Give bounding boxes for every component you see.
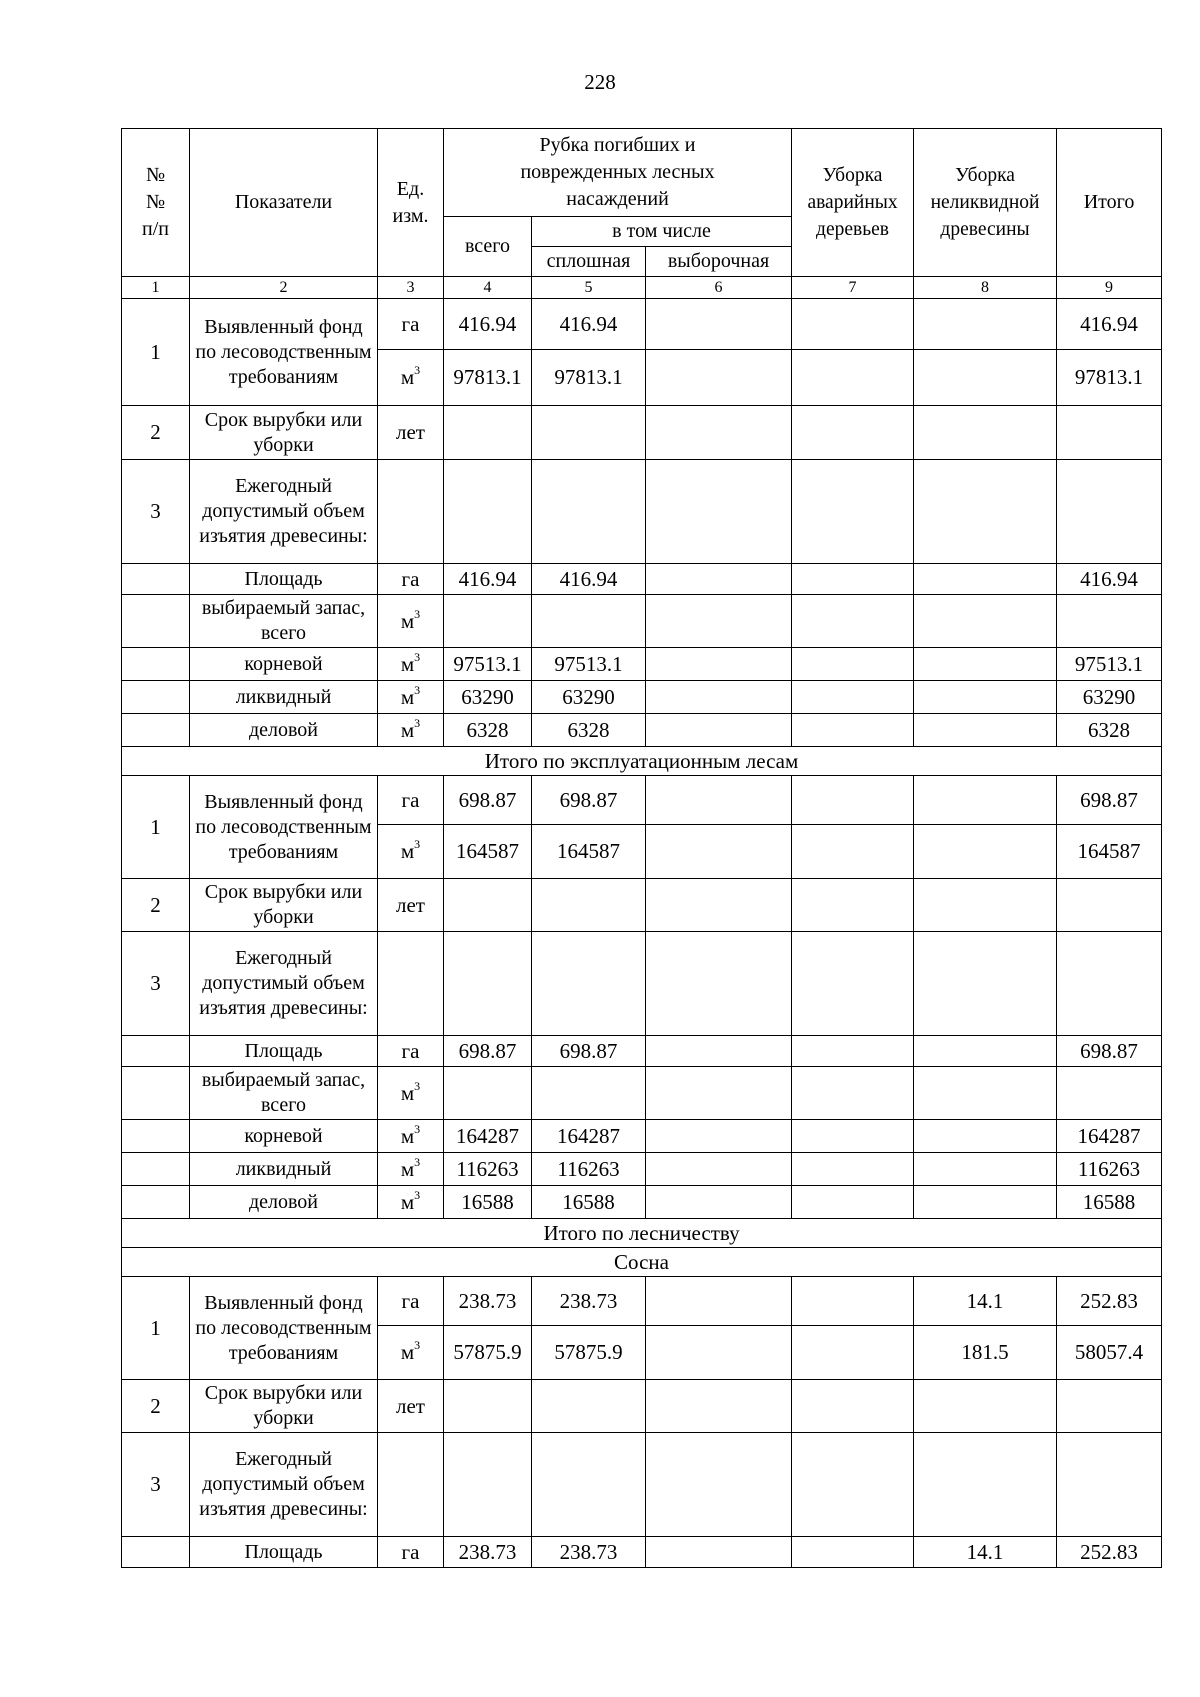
indicator-label: корневой [190, 1120, 378, 1153]
table-row [122, 1153, 1162, 1186]
unit-m: м [400, 608, 415, 633]
value-sum: 63290 [1057, 681, 1162, 714]
indicator-label: Площадь [190, 1537, 378, 1568]
header-item-number: № № п/п [122, 129, 190, 277]
item-number: 1 [122, 299, 190, 406]
indicator-label: Площадь [190, 1036, 378, 1067]
table-row [122, 1067, 1162, 1120]
value-total: 416.94 [444, 564, 532, 595]
indicator-label: Ежегодный допустимый объем изъятия древесины: [190, 932, 378, 1036]
section-title-pine: Сосна [122, 1248, 1162, 1277]
table-row [122, 1120, 1162, 1153]
unit-cell [378, 350, 444, 406]
indicator-label: деловой [190, 1186, 378, 1219]
header-total: всего [444, 217, 532, 277]
value-sum: 97813.1 [1057, 350, 1162, 406]
unit-cell [378, 595, 444, 648]
unit-m: м [400, 717, 415, 742]
value-solid: 57875.9 [532, 1326, 646, 1380]
indicator-label: Выявленный фонд по лесоводственным требованиям [190, 299, 378, 406]
value-sum: 252.83 [1057, 1537, 1162, 1568]
unit-cell [378, 1120, 444, 1153]
unit-m: м [400, 684, 415, 709]
value-sum: 252.83 [1057, 1277, 1162, 1326]
item-number: 1 [122, 776, 190, 879]
column-numbers-row [122, 277, 1162, 299]
column-number: 4 [444, 277, 532, 299]
indicator-label: Выявленный фонд по лесоводственным требованиям [190, 776, 378, 879]
column-number: 3 [378, 277, 444, 299]
value-sum: 698.87 [1057, 1036, 1162, 1067]
table-row [122, 595, 1162, 648]
value-sum: 97513.1 [1057, 648, 1162, 681]
forest-cutting-table [121, 128, 1162, 1568]
unit-superscript: 3 [414, 682, 421, 697]
unit-superscript: 3 [414, 1078, 421, 1093]
unit-m: м [400, 651, 415, 676]
unit-superscript: 3 [414, 1121, 421, 1136]
indicator-label: Ежегодный допустимый объем изъятия древесины: [190, 460, 378, 564]
unit-cell [378, 825, 444, 879]
value-solid: 63290 [532, 681, 646, 714]
value-solid: 6328 [532, 714, 646, 747]
table-row [122, 1433, 1162, 1537]
value-total: 6328 [444, 714, 532, 747]
item-number: 2 [122, 879, 190, 932]
table-row [122, 460, 1162, 564]
unit-cell: га [378, 564, 444, 595]
value-solid: 698.87 [532, 1036, 646, 1067]
item-number: 3 [122, 1433, 190, 1537]
value-solid: 164287 [532, 1120, 646, 1153]
indicator-label: ликвидный [190, 1153, 378, 1186]
item-number: 3 [122, 460, 190, 564]
unit-cell: га [378, 1277, 444, 1326]
indicator-label: выбираемый запас, всего [190, 1067, 378, 1120]
item-number: 1 [122, 1277, 190, 1380]
table-row [122, 1537, 1162, 1568]
unit-cell [378, 1153, 444, 1186]
table-row [122, 681, 1162, 714]
unit-cell [378, 1186, 444, 1219]
value-solid: 164587 [532, 825, 646, 879]
page-number: 228 [584, 70, 616, 94]
column-number: 2 [190, 277, 378, 299]
column-number: 7 [792, 277, 914, 299]
unit-m: м [400, 1189, 415, 1214]
table-row [122, 1036, 1162, 1067]
indicator-label: Срок вырубки или уборки [190, 1380, 378, 1433]
unit-superscript: 3 [414, 837, 421, 851]
value-solid: 238.73 [532, 1277, 646, 1326]
column-number: 9 [1057, 277, 1162, 299]
unit-m: м [400, 1080, 415, 1105]
unit-m: м [400, 1123, 415, 1148]
header-emergency-trees: Уборка аварийных деревьев [792, 129, 914, 277]
value-sum: 164287 [1057, 1120, 1162, 1153]
unit-cell: лет [378, 1380, 444, 1433]
indicator-label: Выявленный фонд по лесоводственным требованиям [190, 1277, 378, 1380]
unit-cell: га [378, 299, 444, 350]
table-row [122, 1277, 1162, 1326]
unit-m: м [400, 839, 415, 863]
value-total: 238.73 [444, 1277, 532, 1326]
table-row [122, 714, 1162, 747]
value-sum: 416.94 [1057, 564, 1162, 595]
value-solid: 416.94 [532, 564, 646, 595]
unit-cell: га [378, 776, 444, 825]
value-total: 16588 [444, 1186, 532, 1219]
value-solid: 416.94 [532, 299, 646, 350]
unit-cell [378, 648, 444, 681]
unit-cell: лет [378, 879, 444, 932]
item-number: 2 [122, 1380, 190, 1433]
table-row [122, 879, 1162, 932]
value-sum: 698.87 [1057, 776, 1162, 825]
value-sum: 116263 [1057, 1153, 1162, 1186]
header-cutting-damaged: Рубка погибших и поврежденных лесных насаждений [444, 129, 792, 217]
indicator-label: деловой [190, 714, 378, 747]
value-total: 164287 [444, 1120, 532, 1153]
table-row [122, 406, 1162, 460]
table-row [122, 648, 1162, 681]
value-sum: 58057.4 [1057, 1326, 1162, 1380]
value-total: 63290 [444, 681, 532, 714]
value-sum: 16588 [1057, 1186, 1162, 1219]
value-sum: 164587 [1057, 825, 1162, 879]
unit-superscript: 3 [414, 649, 421, 664]
section-title-exploitation: Итого по эксплуатационным лесам [122, 747, 1162, 776]
value-total: 164587 [444, 825, 532, 879]
header-unit: Ед. изм. [378, 129, 444, 277]
unit-cell: га [378, 1036, 444, 1067]
value-solid: 16588 [532, 1186, 646, 1219]
item-number: 2 [122, 406, 190, 460]
table-row [122, 1380, 1162, 1433]
unit-m: м [400, 1156, 415, 1181]
indicator-label: Площадь [190, 564, 378, 595]
unit-superscript: 3 [414, 606, 421, 621]
item-number: 3 [122, 932, 190, 1036]
table-row [122, 1186, 1162, 1219]
indicator-label: Ежегодный допустимый объем изъятия древесины: [190, 1433, 378, 1537]
table-row [122, 564, 1162, 595]
unit-cell [378, 1067, 444, 1120]
unit-cell [378, 1326, 444, 1380]
unit-superscript: 3 [414, 363, 421, 377]
value-solid: 238.73 [532, 1537, 646, 1568]
unit-superscript: 3 [414, 1338, 421, 1352]
table-row [122, 776, 1162, 825]
unit-cell [378, 714, 444, 747]
unit-cell [378, 681, 444, 714]
value-nonliquid: 14.1 [914, 1537, 1057, 1568]
value-total: 238.73 [444, 1537, 532, 1568]
header-total-sum: Итого [1057, 129, 1162, 277]
column-number: 5 [532, 277, 646, 299]
value-total: 698.87 [444, 1036, 532, 1067]
value-sum: 6328 [1057, 714, 1162, 747]
header-indicators: Показатели [190, 129, 378, 277]
unit-superscript: 3 [414, 1187, 421, 1202]
value-nonliquid: 14.1 [914, 1277, 1057, 1326]
value-total: 698.87 [444, 776, 532, 825]
indicator-label: корневой [190, 648, 378, 681]
column-number: 1 [122, 277, 190, 299]
unit-cell: лет [378, 406, 444, 460]
column-number: 6 [646, 277, 792, 299]
table-row [122, 932, 1162, 1036]
indicator-label: Срок вырубки или уборки [190, 879, 378, 932]
unit-cell: га [378, 1537, 444, 1568]
header-nonliquid-wood: Уборка неликвидной древесины [914, 129, 1057, 277]
value-total: 57875.9 [444, 1326, 532, 1380]
table-row [122, 299, 1162, 350]
header-including: в том числе [532, 217, 792, 247]
indicator-label: Срок вырубки или уборки [190, 406, 378, 460]
value-total: 416.94 [444, 299, 532, 350]
indicator-label: ликвидный [190, 681, 378, 714]
value-nonliquid: 181.5 [914, 1326, 1057, 1380]
value-sum: 416.94 [1057, 299, 1162, 350]
header-solid: сплошная [532, 247, 646, 277]
section-title-forestry: Итого по лесничеству [122, 1219, 1162, 1248]
value-total: 116263 [444, 1153, 532, 1186]
column-number: 8 [914, 277, 1057, 299]
value-solid: 97813.1 [532, 350, 646, 406]
value-total: 97513.1 [444, 648, 532, 681]
value-solid: 97513.1 [532, 648, 646, 681]
unit-m: м [400, 1340, 415, 1364]
value-solid: 116263 [532, 1153, 646, 1186]
unit-m: м [400, 365, 415, 389]
unit-superscript: 3 [414, 715, 421, 730]
value-total: 97813.1 [444, 350, 532, 406]
indicator-label: выбираемый запас, всего [190, 595, 378, 648]
unit-superscript: 3 [414, 1154, 421, 1169]
value-solid: 698.87 [532, 776, 646, 825]
header-selective: выборочная [646, 247, 792, 277]
